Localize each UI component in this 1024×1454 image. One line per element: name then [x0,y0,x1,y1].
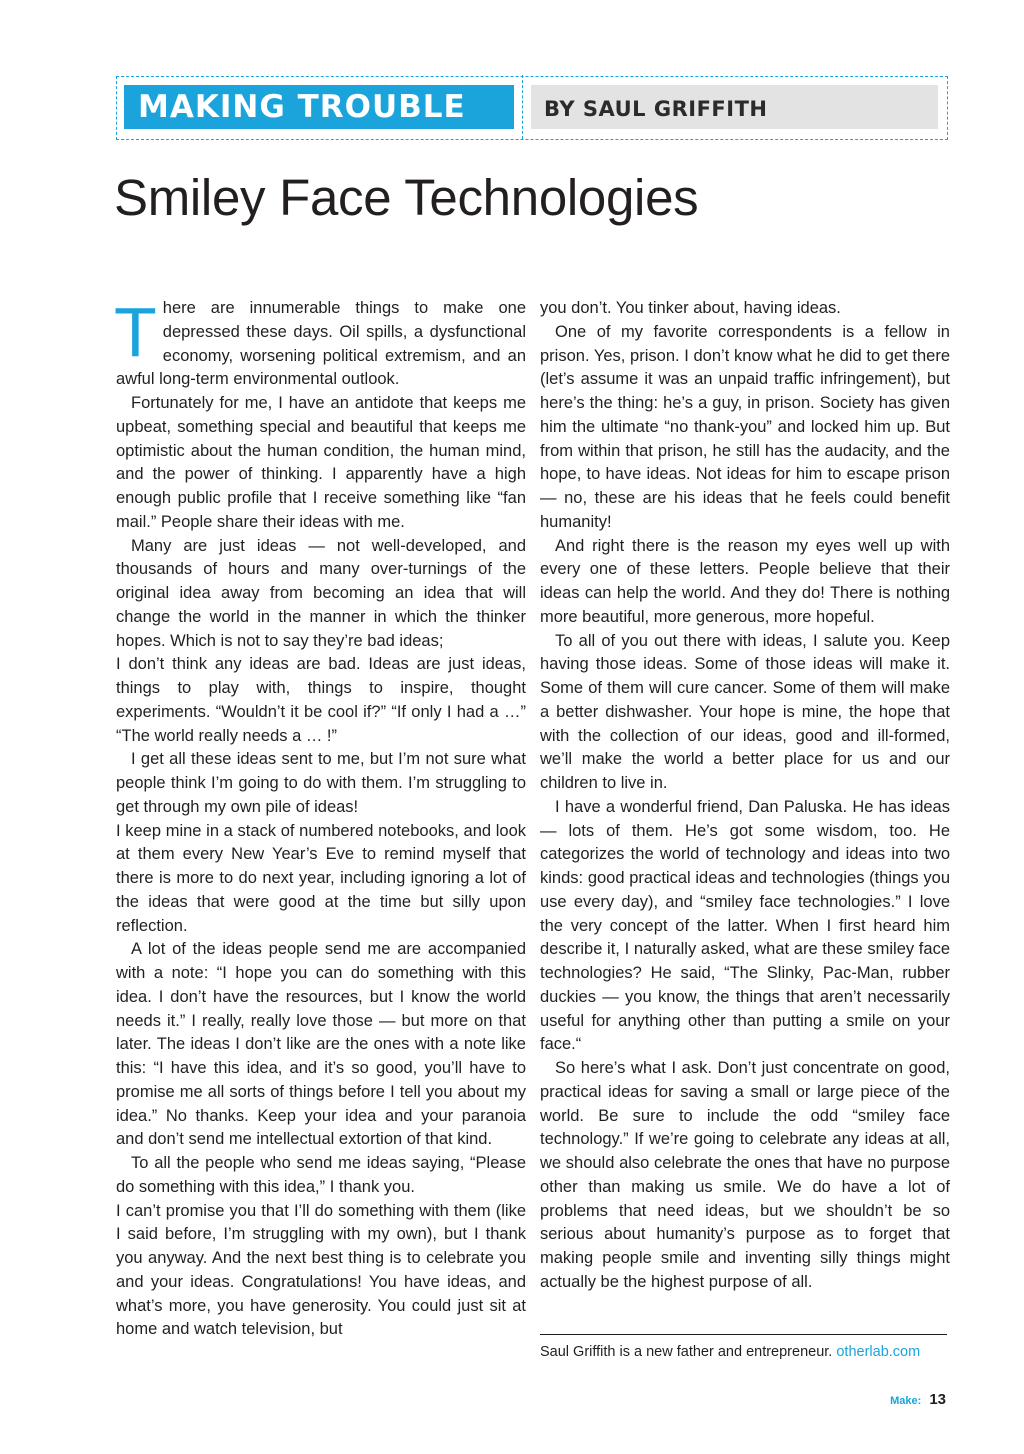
paragraph: One of my favorite correspondents is a fellow in prison. Yes, prison. I don’t know what he did to get there (let’s assume it was an unpaid traffic infringement), but here’s the thing: he’s a guy, in prison. Society has given him the ultimate “no thank-you” and locked him up. But from within that prison, he still has the audacity, and the hope, to have ideas. Not ideas for him to escape prison — no, these are his ideas that he feels could benefit humanity! [540,322,950,531]
article-column-left [114,293,526,1342]
article-title: Smiley Face Technologies [114,169,699,226]
author-byline: BY SAUL GRIFFITH [531,85,938,129]
article-column-right [540,297,950,1295]
bio-divider [540,1334,947,1335]
paragraph: I keep mine in a stack of numbered notebooks, and look at them every New Year’s Eve to remind myself that there is more to do next year, including ignoring a lot of the ideas that were good at the time but silly upon reflection. [116,821,526,935]
paragraph: I can’t promise you that I’ll do something with them (like I said before, I’m struggling with my own), but I thank you anyway. And the next best thing is to celebrate you and your ideas. Congratulations! You have ideas, and what’s more, you have generosity. You could just sit at home and watch television, but [116,1201,526,1339]
paragraph: To all of you out there with ideas, I salute you. Keep having those ideas. Some of those ideas will make it. Some of them will cure cancer. Some of them will make a better dishwasher. Your hope is mine, the hope that with the collection of our ideas, good and ill-formed, we’ll make the world a better place for us and our children to live in. [540,631,950,792]
paragraph: Fortunately for me, I have an antidote that keeps me upbeat, something special and beautiful that keeps me optimistic about the human condition, the human mind, and the power of thinking. I apparently have a high enough public profile that I receive something like “fan mail.” People share their ideas with me. [116,394,526,531]
banner-divider [522,75,523,139]
page-folio [890,1391,946,1409]
paragraph: you don’t. You tinker about, having ideas. [540,299,841,317]
paragraph: There are innumerable things to make one depressed these days. Oil spills, a dysfunctional economy, worsening political extremism, and an awful long-term environmental outlook. [114,293,526,389]
drop-cap: T [114,293,157,371]
author-website-link[interactable]: otherlab.com [836,1344,921,1360]
paragraph: Many are just ideas — not well-developed, and thousands of hours and many over-turnings of the original idea away from becoming an idea that will change the world in the manner in which the thinker hopes. Which is not to say they’re bad ideas; [116,536,526,650]
paragraph: I have a wonderful friend, Dan Paluska. He has ideas — lots of them. He’s got some wisdom, too. He categorizes the world of technology and ideas into two kinds: good practical ideas and technologies (things you use every day), and “smiley face technologies.” I love the very concept of the latter. When I first heard him describe it, I naturally asked, what are these smiley face technologies? He said, “The Slinky, Pac-Man, rubber duckies — you know, the things that aren’t necessarily useful for anything other than putting a smile on your face.“ [540,797,950,1054]
department-banner [116,76,948,140]
author-bio-text: Saul Griffith is a new father and entrepreneur. [540,1344,833,1360]
paragraph: So here’s what I ask. Don’t just concentrate on good, practical ideas for saving a small or large piece of the world. Be sure to include the odd “smiley face technology.” If we’re going to celebrate any ideas at all, we should also celebrate the ones that have no purpose other than making us smile. We do have a lot of problems that need ideas, but we shouldn’t be so serious about humanity’s purpose as to forget that making people smile and inventing silly things might actually be the highest purpose of all. [540,1059,950,1291]
paragraph: I get all these ideas sent to me, but I’m not sure what people think I’m going to do with them. I’m struggling to get through my own pile of ideas! [116,750,526,816]
author-bio [540,1344,920,1360]
paragraph: A lot of the ideas people send me are accompanied with a note: “I hope you can do something with this idea. I don’t have the resources, but I know the world needs it.” I really, really love those — but more on that later. The ideas I don’t like are the ones with a note like this: “I have this idea, and it’s so good, you’ll have to promise me all sorts of things before I tell you about my idea.” No thanks. Keep your idea and your paranoia and don’t send me intellectual extortion of that kind. [116,940,526,1149]
paragraph: To all the people who send me ideas saying, “Please do something with this idea,” I thank you. [116,1154,526,1196]
paragraph: And right there is the reason my eyes well up with every one of these letters. People believe that their ideas can help the world. And they do! There is nothing more beautiful, more generous, more hopeful. [540,536,950,626]
page-number: 13 [929,1391,946,1408]
magazine-brand: Make: [890,1395,922,1407]
section-tag: MAKING TROUBLE [124,85,514,129]
paragraph: I don’t think any ideas are bad. Ideas are just ideas, things to play with, things to inspire, thought experiments. “Wouldn’t it be cool if?” “If only I had a …” “The world really needs a … !” [116,655,526,745]
